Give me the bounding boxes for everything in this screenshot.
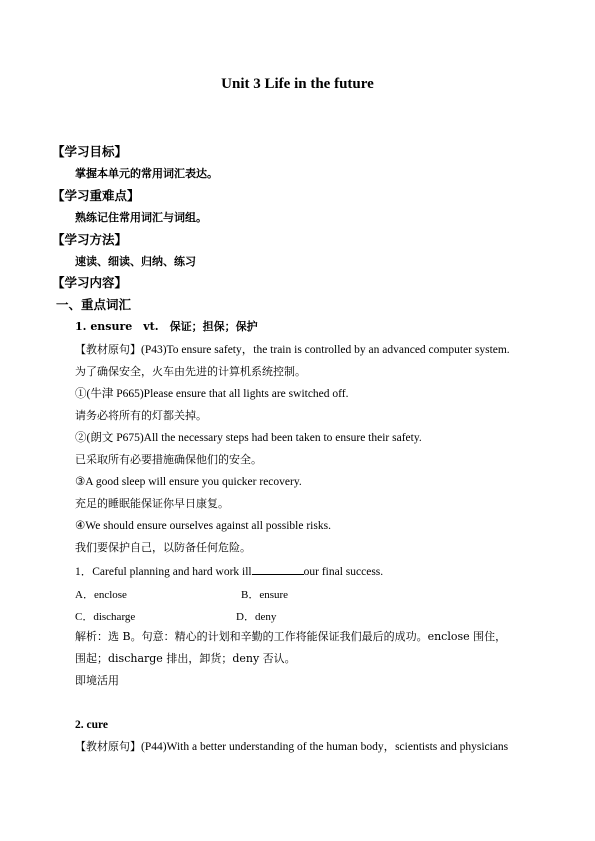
entry2-headword: 2. cure xyxy=(75,719,109,731)
entry2-origin xyxy=(75,740,508,754)
goal-header: 【学习目标】 xyxy=(52,144,128,159)
entry1-example1-cn: 请务必将所有的灯都关掉。 xyxy=(75,409,207,422)
entry1-example2-cn: 已采取所有必要措施确保他们的安全。 xyxy=(75,453,262,466)
entry1-origin-cn: 为了确保安全，火车由先进的计算机系统控制。 xyxy=(75,365,306,378)
entry1-example2-en: ②(朗文 P675)All the necessary steps had been taken to ensure their safety. xyxy=(75,432,422,444)
entry1-example4-cn: 我们要保护自己，以防备任何危险。 xyxy=(75,541,251,554)
method-header: 【学习方法】 xyxy=(52,232,128,247)
analysis-line2: 围起；discharge 排出，卸货；deny 否认。 xyxy=(75,652,296,665)
question-suffix: our final success. xyxy=(303,566,384,578)
entry2-origin-text: (P44)With a better understanding of the human body，scientists and physicians xyxy=(141,741,509,753)
practice-label: 即境活用 xyxy=(75,674,119,687)
method-text: 速读、细读、归纳、练习 xyxy=(75,255,196,268)
content-header: 【学习内容】 xyxy=(52,275,128,290)
option-d: D．deny xyxy=(236,611,277,623)
entry1-origin-label: 【教材原句】 xyxy=(75,343,141,356)
key-text: 熟练记住常用词汇与词组。 xyxy=(75,211,207,224)
question-prefix: 1．Careful planning and hard work ill xyxy=(75,566,252,578)
entry1-example3-cn: 充足的睡眠能保证你早日康复。 xyxy=(75,497,229,510)
answer-blank xyxy=(252,564,304,575)
entry1-headword: 1. ensure vt. 保证；担保；保护 xyxy=(75,320,258,333)
entry1-question xyxy=(75,564,383,579)
goal-text: 掌握本单元的常用词汇表达。 xyxy=(75,167,218,180)
entry2-origin-label: 【教材原句】 xyxy=(75,740,141,753)
option-c: C．discharge xyxy=(75,611,136,623)
analysis-line1: 解析：选 B。句意：精心的计划和辛勤的工作将能保证我们最后的成功。enclose 围住， xyxy=(75,630,507,643)
entry1-example4-en: ④We should ensure ourselves against all possible risks. xyxy=(75,520,331,532)
option-b: B．ensure xyxy=(241,589,289,601)
option-a: A．enclose xyxy=(75,589,127,601)
vocab-section-heading: 一、重点词汇 xyxy=(56,297,132,312)
page-title: Unit 3 Life in the future xyxy=(221,76,374,92)
entry1-origin xyxy=(75,343,510,357)
entry1-example1-en: ①(牛津 P665)Please ensure that all lights are switched off. xyxy=(75,388,349,400)
key-header: 【学习重难点】 xyxy=(52,188,140,203)
entry1-example3-en: ③A good sleep will ensure you quicker recovery. xyxy=(75,476,302,488)
entry1-origin-text: (P43)To ensure safety，the train is controlled by an advanced computer system. xyxy=(141,344,510,356)
